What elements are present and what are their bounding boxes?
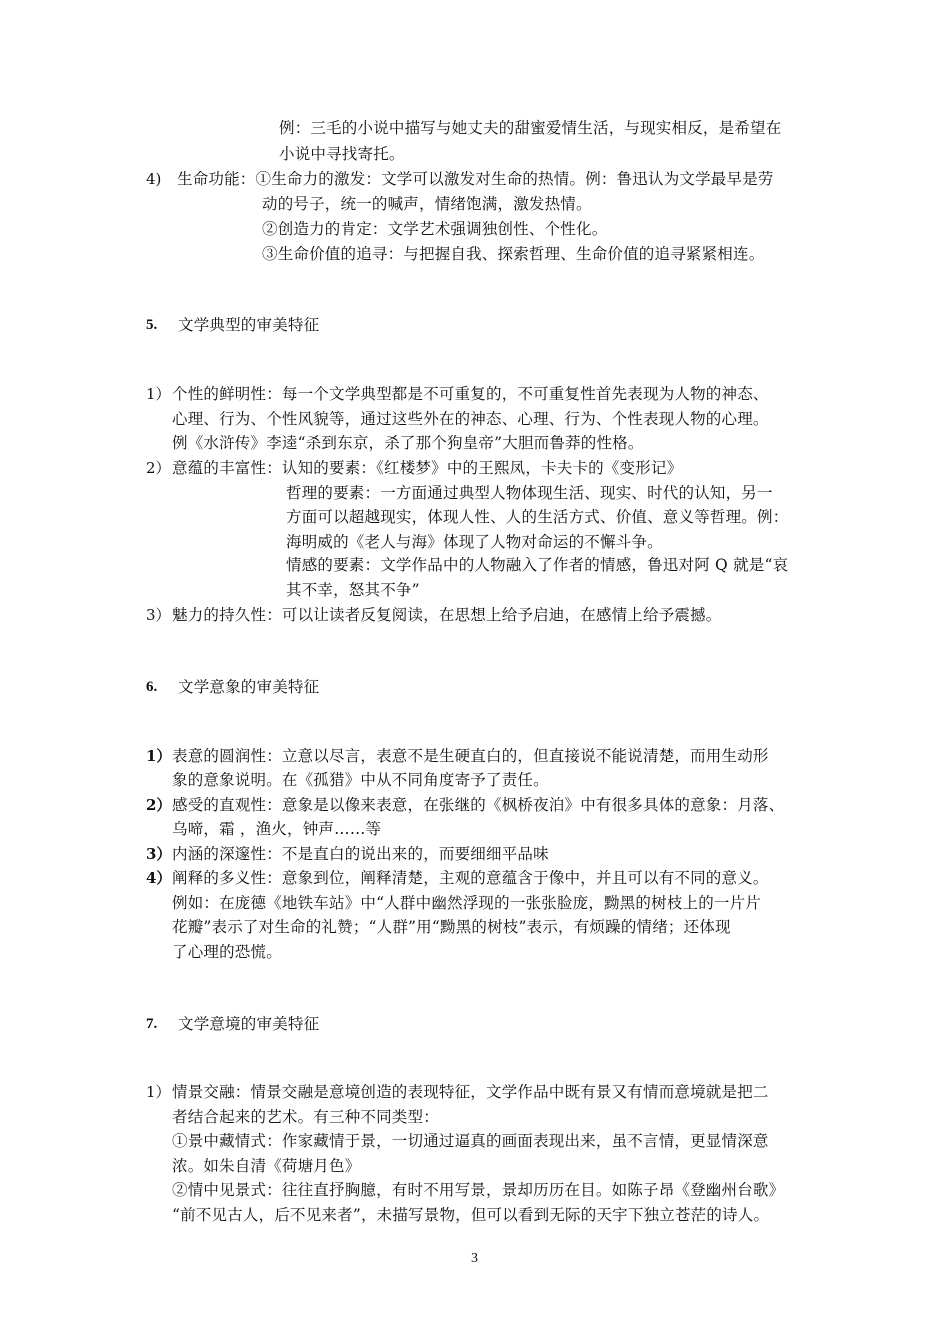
s6-item-3-number: 3） [146,845,172,863]
life-function-line-2: 动的号子，统一的喊声，情绪饱满，激发热情。 [262,195,592,213]
s7-item-1-line-5: ②情中见景式：往往直抒胸臆，有时不用写景，景却历历在目。如陈子昂《登幽州台歌》 [172,1181,785,1199]
section-5-number: 5. [146,317,158,333]
s5-item-2-line-5: 情感的要素：文学作品中的人物融入了作者的情感，鲁迅对阿 Q 就是“哀 [286,556,789,574]
section-6-heading: 文学意象的审美特征 [178,678,320,696]
section-5-heading: 文学典型的审美特征 [178,316,320,334]
item-4-number: 4) [146,170,162,188]
s5-item-1-number: 1） [146,385,171,403]
s5-item-3-line-1: 魅力的持久性：可以让读者反复阅读，在思想上给予启迪，在感情上给予震撼。 [172,606,722,624]
s5-item-2-line-4: 海明威的《老人与海》体现了人物对命运的不懈斗争。 [286,533,663,551]
section-6-number: 6. [146,679,158,695]
s6-item-4-line-2: 例如：在庞德《地铁车站》中“人群中幽然浮现的一张张脸庞，黝黑的树枝上的一片片 [172,894,762,912]
s5-item-2-line-2: 哲理的要素：一方面通过典型人物体现生活、现实、时代的认知，另一 [286,484,773,502]
s7-item-1-line-1: 情景交融：情景交融是意境创造的表现特征，文学作品中既有景又有情而意境就是把二 [172,1083,769,1101]
s6-item-4-number: 4） [146,869,172,887]
s7-item-1-line-3: ①景中藏情式：作家藏情于景，一切通过逼真的画面表现出来，虽不言情，更显情深意 [172,1132,769,1150]
example-sanmao-line-2: 小说中寻找寄托。 [279,145,405,163]
s7-item-1-number: 1） [146,1083,171,1101]
s6-item-3-line-1: 内涵的深邃性：不是直白的说出来的，而要细细平品味 [172,845,549,863]
s6-item-2-line-1: 感受的直观性：意象是以像来表意，在张继的《枫桥夜泊》中有很多具体的意象：月落、 [172,796,785,814]
s7-item-1-line-4: 浓。如朱自清《荷塘月色》 [172,1157,361,1175]
life-function-line-3: ②创造力的肯定：文学艺术强调独创性、个性化。 [262,220,608,238]
s5-item-2-line-3: 方面可以超越现实，体现人性、人的生活方式、价值、意义等哲理。例： [286,508,789,526]
s6-item-4-line-3: 花瓣”表示了对生命的礼赞；“人群”用“黝黑的树枝”表示，有烦躁的情绪；还体现 [172,918,731,936]
s5-item-1-line-3: 例《水浒传》李逵“杀到东京，杀了那个狗皇帝”大胆而鲁莽的性格。 [172,434,644,452]
s7-item-1-line-2: 者结合起来的艺术。有三种不同类型： [172,1108,439,1126]
s5-item-1-line-1: 个性的鲜明性：每一个文学典型都是不可重复的，不可重复性首先表现为人物的神态、 [172,385,769,403]
s5-item-2-line-6: 其不幸，怒其不争” [286,581,420,599]
s5-item-2-number: 2） [146,459,171,477]
s6-item-2-line-2: 乌啼，霜 ，渔火，钟声……等 [172,820,382,838]
s5-item-3-number: 3） [146,606,171,624]
life-function-line-4: ③生命价值的追寻：与把握自我、探索哲理、生命价值的追寻紧紧相连。 [262,245,765,263]
s6-item-2-number: 2） [146,796,172,814]
s6-item-1-line-1: 表意的圆润性：立意以尽言，表意不是生硬直白的，但直接说不能说清楚，而用生动形 [172,747,769,765]
page-number: 3 [471,1251,478,1266]
s6-item-4-line-1: 阐释的多义性：意象到位，阐释清楚，主观的意蕴含于像中，并且可以有不同的意义。 [172,869,769,887]
s7-item-1-line-6: “前不见古人，后不见来者”，未描写景物，但可以看到无际的天宇下独立苍茫的诗人。 [172,1206,770,1224]
s6-item-1-line-2: 象的意象说明。在《孤猎》中从不同角度寄予了责任。 [172,771,549,789]
s6-item-4-line-4: 了心理的恐慌。 [172,943,282,961]
section-7-number: 7. [146,1016,158,1032]
s6-item-1-number: 1） [146,747,172,765]
s5-item-1-line-2: 心理、行为、个性风貌等，通过这些外在的神态、心理、行为、个性表现人物的心理。 [172,410,769,428]
life-function-line-1: 生命功能：①生命力的激发：文学可以激发对生命的热情。例：鲁迅认为文学最早是劳 [177,170,774,188]
s5-item-2-line-1: 意蕴的丰富性：认知的要素：《红楼梦》中的王熙凤，卡夫卡的《变形记》 [172,459,683,477]
example-sanmao-line-1: 例：三毛的小说中描写与她丈夫的甜蜜爱情生活，与现实相反，是希望在 [279,119,782,137]
section-7-heading: 文学意境的审美特征 [178,1015,320,1033]
